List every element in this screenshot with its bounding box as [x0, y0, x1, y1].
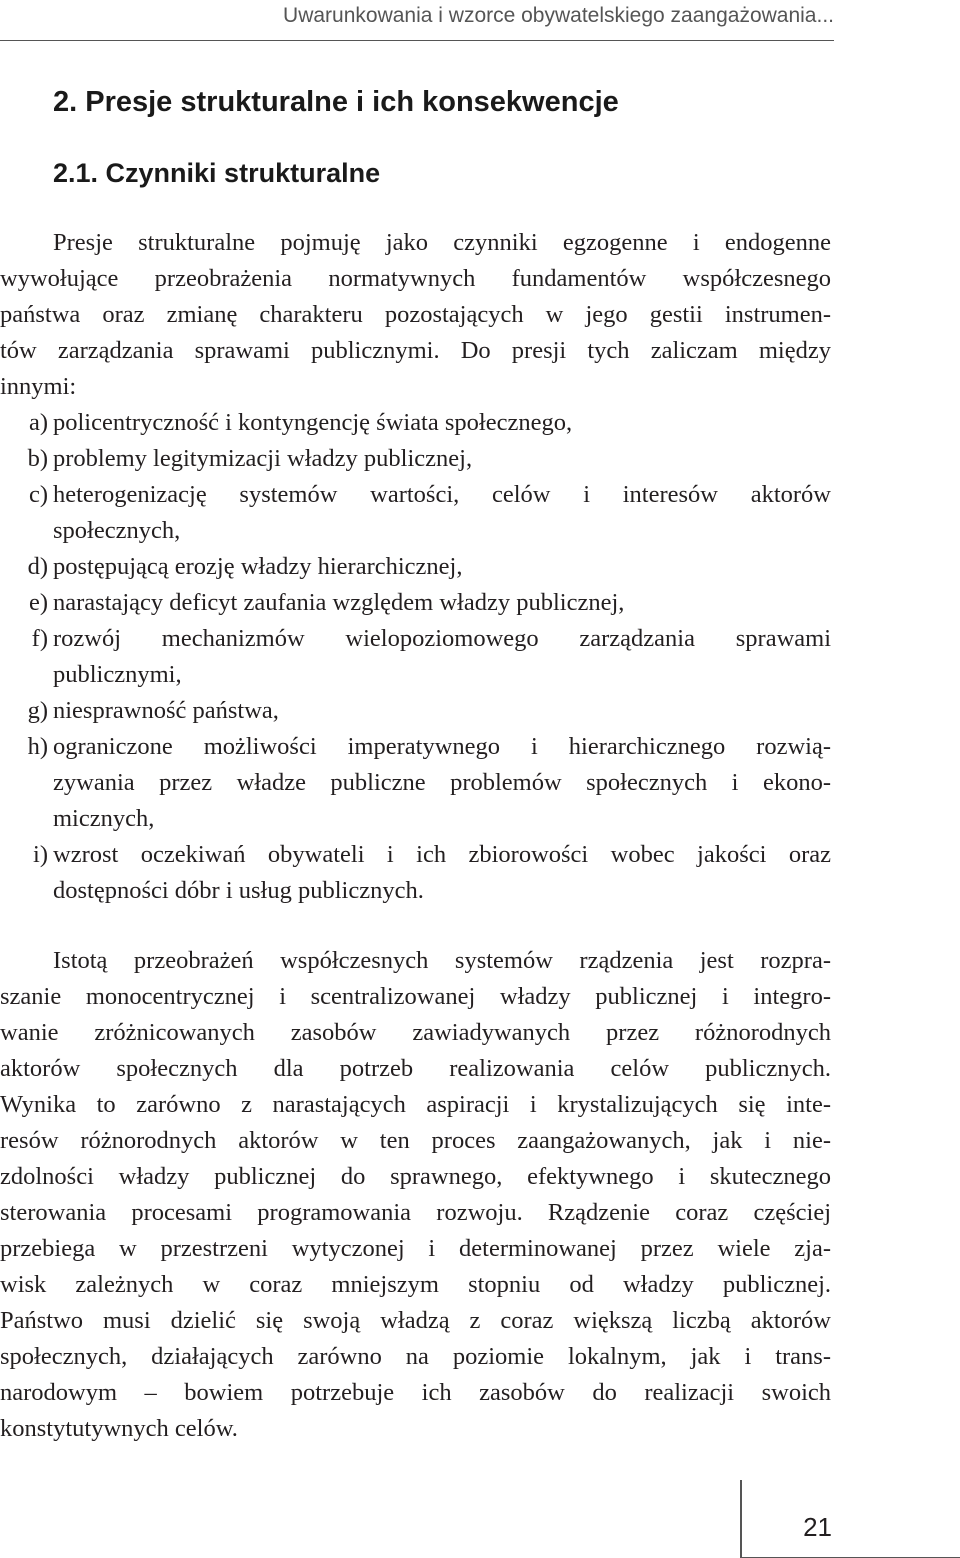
paragraph-line: resów różnorodnych aktorów w ten proces zaangażowanych, jak i nie- [0, 1127, 831, 1154]
list-item-text: niesprawność państwa, [53, 697, 279, 724]
list-item-text: rozwój mechanizmów wielopoziomowego zarządzania sprawami [53, 625, 831, 652]
paragraph-line: przebiega w przestrzeni wytyczonej i determinowanej przez wiele zja- [0, 1235, 831, 1262]
list-marker: d) [27, 553, 48, 580]
folio-rule-vertical [740, 1480, 742, 1558]
list-item [0, 477, 831, 549]
list-item-text: policentryczność i kontyngencję świata społecznego, [53, 409, 573, 436]
list-marker: b) [27, 445, 48, 472]
body-paragraph [0, 943, 831, 1447]
section-heading: 2. Presje strukturalne i ich konsekwencje [53, 86, 619, 118]
paragraph-line: szanie monocentrycznej i scentralizowanej władzy publicznej i integro- [0, 983, 831, 1010]
intro-paragraph [0, 225, 831, 405]
list-marker: h) [27, 733, 48, 760]
list-item-text: publicznymi, [53, 661, 182, 688]
intro-line: wywołujące przeobrażenia normatywnych fundamentów współczesnego [0, 265, 831, 292]
subsection-heading: 2.1. Czynniki strukturalne [53, 158, 381, 188]
paragraph-line: narodowym – bowiem potrzebuje ich zasobów do realizacji swoich [0, 1379, 831, 1406]
paragraph-line: aktorów społecznych dla potrzeb realizowania celów publicznych. [0, 1055, 831, 1082]
paragraph-line: wanie zróżnicowanych zasobów zawiadywanych przez różnorodnych [0, 1019, 831, 1046]
list-item-text: społecznych, [53, 517, 181, 544]
list-marker: e) [28, 589, 48, 616]
paragraph-line: zdolności władzy publicznej do sprawnego, efektywnego i skutecznego [0, 1163, 831, 1190]
list-marker: i) [33, 841, 48, 868]
list-item [0, 621, 831, 693]
paragraph-line: Państwo musi dzielić się swoją władzą z coraz większą liczbą aktorów [0, 1307, 831, 1334]
list-item-text: micznych, [53, 805, 155, 832]
paragraph-line: konstytutywnych celów. [0, 1415, 238, 1442]
page-number: 21 [803, 1512, 832, 1542]
running-head [0, 0, 834, 41]
list-marker: g) [27, 697, 48, 724]
intro-line: Presje strukturalne pojmuję jako czynniki egzogenne i endogenne [53, 229, 831, 256]
list-item [0, 405, 831, 441]
list-item [0, 441, 831, 477]
running-head-text: Uwarunkowania i wzorce obywatelskiego zaangażowania... [283, 4, 834, 27]
list-item-text: postępującą erozję władzy hierarchicznej, [53, 553, 463, 580]
intro-line: innymi: [0, 373, 77, 400]
paragraph-line: Istotą przeobrażeń współczesnych systemów rządzenia jest rozpra- [53, 947, 831, 974]
list-item [0, 837, 831, 909]
paragraph-line: sterowania procesami programowania rozwoju. Rządzenie coraz częściej [0, 1199, 831, 1226]
list-marker: f) [31, 625, 48, 652]
list-item-text: zywania przez władze publiczne problemów społecznych i ekono- [53, 769, 831, 796]
list-marker: a) [28, 409, 48, 436]
list-item [0, 729, 831, 837]
list-item [0, 585, 831, 621]
list-item-text: wzrost oczekiwań obywateli i ich zbiorowości wobec jakości oraz [53, 841, 831, 868]
list-item-text: heterogenizację systemów wartości, celów i interesów aktorów [53, 481, 831, 508]
list-item-text: dostępności dóbr i usług publicznych. [53, 877, 424, 904]
paragraph-line: Wynika to zarówno z narastających aspiracji i krystalizujących się inte- [0, 1091, 831, 1118]
list-item-text: ograniczone możliwości imperatywnego i hierarchicznego rozwią- [53, 733, 831, 760]
list-item-text: narastający deficyt zaufania względem władzy publicznej, [53, 589, 625, 616]
paragraph-line: wisk zależnych w coraz mniejszym stopniu od władzy publicznej. [0, 1271, 831, 1298]
list-marker: c) [28, 481, 48, 508]
list-item [0, 693, 831, 729]
paragraph-line: społecznych, działających zarówno na poziomie lokalnym, jak i trans- [0, 1343, 831, 1370]
list-item [0, 549, 831, 585]
intro-line: tów zarządzania sprawami publicznymi. Do presji tych zaliczam między [0, 337, 831, 364]
list-item-text: problemy legitymizacji władzy publicznej, [53, 445, 473, 472]
pressures-list [0, 405, 831, 909]
intro-line: państwa oraz zmianę charakteru pozostających w jego gestii instrumen- [0, 301, 831, 328]
